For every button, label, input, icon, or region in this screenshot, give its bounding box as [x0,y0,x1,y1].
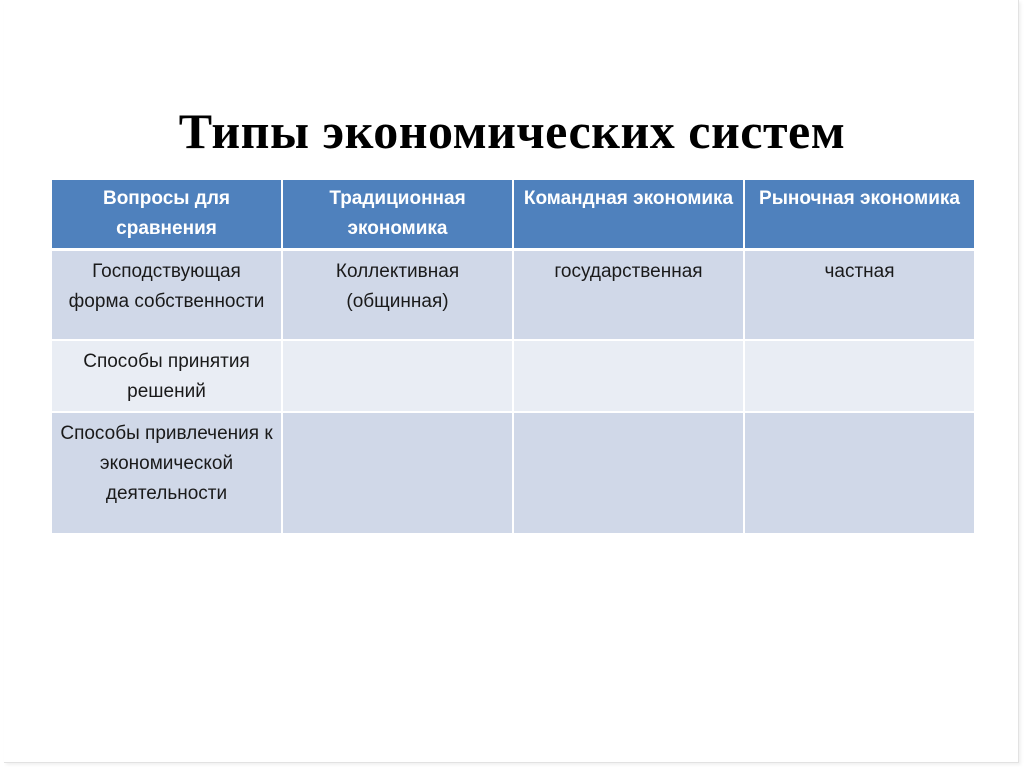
table-row [51,250,975,340]
table-cell [282,412,513,534]
table-cell: государственная [513,250,744,340]
table-cell: Коллективная (общинная) [282,250,513,340]
slide-title: Типы экономических систем [178,102,846,159]
table-cell [282,340,513,412]
table-header-row [51,179,975,250]
table-row [51,340,975,412]
table-cell [513,412,744,534]
table-cell: частная [744,250,975,340]
table-cell [744,340,975,412]
table-cell [513,340,744,412]
table-row [51,412,975,534]
header-cell-traditional: Традиционная экономика [282,179,513,250]
row-label-cell: Господствующая форма собственности [51,250,282,340]
table-cell [744,412,975,534]
row-label-cell: Способы принятия решений [51,340,282,412]
comparison-table [50,178,976,535]
header-cell-command: Командная экономика [513,179,744,250]
header-cell-questions: Вопросы для сравнения [51,179,282,250]
row-label-cell: Способы привлечения к экономической деятельности [51,412,282,534]
header-cell-market: Рыночная экономика [744,179,975,250]
